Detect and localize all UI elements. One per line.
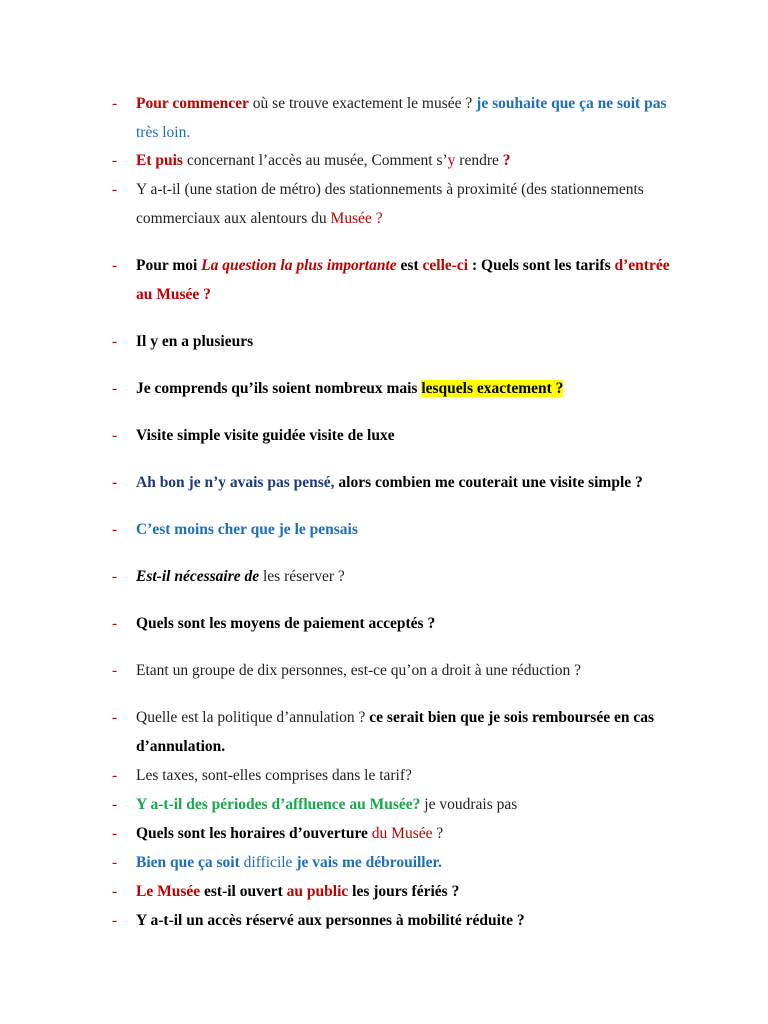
bullet-dash: - [112, 521, 118, 538]
text-segment: ce serait bien que je sois remboursée en cas d’annulation. [136, 709, 654, 755]
bullet-dash: - [112, 152, 118, 169]
list-item [112, 327, 678, 356]
text-segment: les réserver ? [259, 568, 345, 585]
text-segment: Y a-t-il (une station de métro) des stationnements à proximité (des stationnements commerciaux aux alentours du [136, 181, 644, 227]
text-segment: alors combien me couterait une visite simple ? [334, 474, 643, 491]
text-segment: ? [432, 825, 444, 842]
list-item-text [136, 819, 678, 848]
text-segment: ? [502, 152, 511, 169]
list-item-text [136, 761, 678, 790]
highlighted-text: lesquels exactement ? [421, 380, 564, 397]
text-segment: concernant l’accès au musée, Comment s’ [182, 152, 448, 169]
bullet-dash: - [112, 825, 118, 842]
text-segment: Quels sont les moyens de paiement acceptés ? [136, 615, 436, 632]
list-item-text [136, 848, 678, 877]
list-item-text [136, 877, 678, 906]
text-segment: je souhaite que ça ne soit pas [476, 95, 667, 112]
list-item [112, 656, 678, 685]
list-item-text [136, 251, 678, 309]
list-item-text [136, 146, 678, 175]
text-segment: très loin. [136, 124, 191, 141]
text-segment: Pour commencer [136, 95, 249, 112]
list-item-text [136, 327, 678, 356]
list-item [112, 703, 678, 761]
text-segment: Pour moi [136, 257, 202, 274]
list-item-text [136, 175, 678, 233]
text-segment: Les taxes, sont-elles comprises dans le tarif? [136, 767, 412, 784]
list-item-text [136, 421, 678, 450]
text-segment: Visite simple visite guidée visite de luxe [136, 427, 395, 444]
list-item [112, 515, 678, 544]
list-item-text [136, 703, 678, 761]
text-segment: Et puis [136, 152, 183, 169]
text-segment: y [447, 152, 456, 169]
text-segment: celle-ci [422, 257, 469, 274]
list-item [112, 468, 678, 497]
text-segment: : Quels sont les tarifs [468, 257, 615, 274]
bullet-dash: - [112, 474, 118, 491]
bullet-dash: - [112, 380, 118, 397]
list-item [112, 906, 678, 935]
bullet-dash: - [112, 709, 118, 726]
text-segment: Quelle est la politique d’annulation ? [136, 709, 370, 726]
bullet-dash: - [112, 796, 118, 813]
bullet-dash: - [112, 427, 118, 444]
list-item [112, 251, 678, 309]
text-segment: les jours fériés ? [348, 883, 460, 900]
list-item [112, 848, 678, 877]
list-item [112, 562, 678, 591]
list-item [112, 877, 678, 906]
list-item [112, 790, 678, 819]
text-segment: La question la plus importante [201, 257, 397, 274]
bullet-dash: - [112, 854, 118, 871]
list-item [112, 146, 678, 175]
list-item-text [136, 609, 678, 638]
text-segment: difficile [239, 854, 293, 871]
bullet-dash: - [112, 181, 118, 198]
list-item [112, 175, 678, 233]
list-item [112, 374, 678, 403]
text-segment: Y a-t-il un accès réservé aux personnes à mobilité réduite ? [136, 912, 525, 929]
bullet-dash: - [112, 883, 118, 900]
list-item [112, 89, 678, 147]
list-item [112, 421, 678, 450]
bullet-dash: - [112, 912, 118, 929]
text-segment: Le Musée [136, 883, 201, 900]
text-segment: C’est moins cher que je le pensais [136, 521, 358, 538]
text-segment: rendre [455, 152, 503, 169]
text-segment: du Musée [367, 825, 433, 842]
text-segment: Musée ? [330, 210, 383, 227]
list-item-text [136, 562, 678, 591]
text-segment: au public [286, 883, 349, 900]
text-segment: Je comprends qu’ils soient nombreux mais [136, 380, 422, 397]
text-segment: je voudrais pas [420, 796, 518, 813]
text-segment: Quels sont les horaires d’ouverture [136, 825, 368, 842]
list-item-text [136, 468, 678, 497]
bullet-dash: - [112, 257, 118, 274]
list-item-text [136, 89, 678, 147]
list-item-text [136, 374, 678, 403]
bullet-dash: - [112, 95, 118, 112]
text-segment: Y a-t-il des périodes d’affluence au Musée? [136, 796, 421, 813]
bullet-dash: - [112, 615, 118, 632]
text-segment: est-il ouvert [200, 883, 287, 900]
text-segment: est [396, 257, 423, 274]
list-item [112, 761, 678, 790]
list-item [112, 819, 678, 848]
bullet-dash: - [112, 333, 118, 350]
list-item [112, 609, 678, 638]
list-item-text [136, 656, 678, 685]
bullet-dash: - [112, 767, 118, 784]
list-item-text [136, 515, 678, 544]
text-segment: où se trouve exactement le musée ? [248, 95, 477, 112]
text-segment: Il y en a plusieurs [136, 333, 254, 350]
text-segment: d’entrée au Musée ? [136, 257, 670, 303]
list-item-text [136, 906, 678, 935]
list-item-text [136, 790, 678, 819]
text-segment: Etant un groupe de dix personnes, est-ce qu’on a droit à une réduction ? [136, 662, 582, 679]
text-segment: je vais me débrouiller. [292, 854, 442, 871]
bullet-dash: - [112, 568, 118, 585]
text-segment: Bien que ça soit [136, 854, 240, 871]
text-segment: Est-il nécessaire de [136, 568, 260, 585]
text-segment: Ah bon je n’y avais pas pensé, [136, 474, 335, 491]
bullet-dash: - [112, 662, 118, 679]
